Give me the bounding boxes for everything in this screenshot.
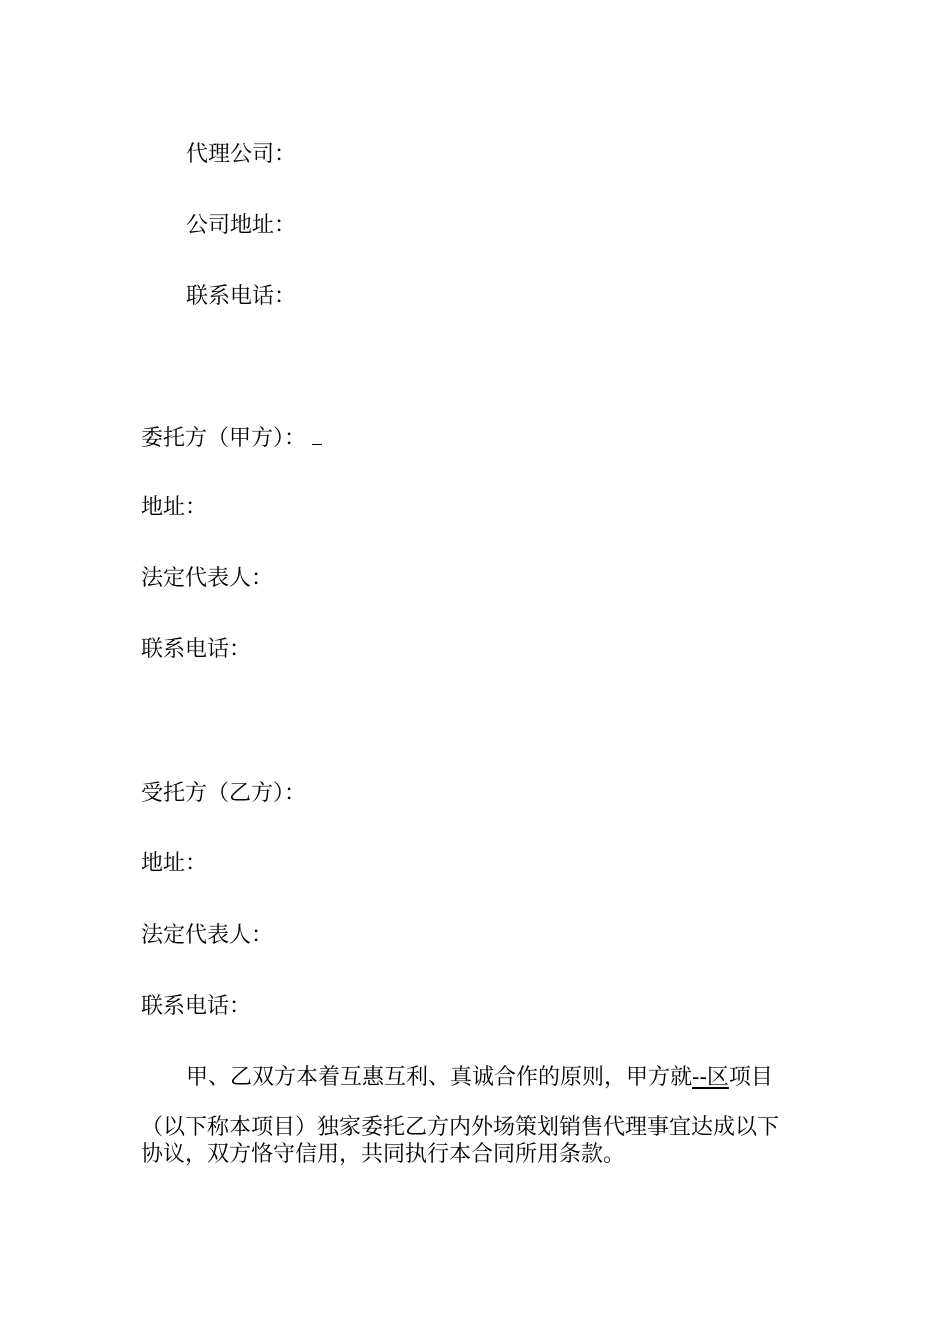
party-b-title: 受托方（乙方）：: [141, 781, 307, 806]
intro-line-1: [186, 1064, 773, 1092]
party-b-phone-label: 联系电话：: [141, 994, 252, 1019]
party-b-address-label: 地址：: [141, 851, 208, 876]
agent-company-label: 代理公司：: [186, 142, 297, 167]
party-a-legal-rep-label: 法定代表人：: [141, 566, 274, 591]
agent-address-label: 公司地址：: [186, 213, 297, 238]
intro-line-1-suffix: 项目: [728, 1065, 773, 1090]
blank-fill-line: [312, 426, 322, 445]
party-a-title-label: 委托方（甲方）：: [141, 426, 307, 451]
intro-line-3: 协议，双方恪守信用，共同执行本合同所用条款。: [141, 1142, 626, 1167]
party-a-title: [141, 425, 322, 453]
intro-line-2: （以下称本项目）独家委托乙方内外场策划销售代理事宜达成以下: [141, 1115, 780, 1140]
party-b-legal-rep-label: 法定代表人：: [141, 923, 274, 948]
agent-phone-label: 联系电话：: [186, 284, 297, 309]
party-a-address-label: 地址：: [141, 495, 208, 520]
party-a-phone-label: 联系电话：: [141, 637, 252, 662]
project-district-underlined: --区: [692, 1065, 729, 1090]
intro-line-1-prefix: 甲、乙双方本着互惠互利、真诚合作的原则，甲方就: [186, 1065, 693, 1090]
